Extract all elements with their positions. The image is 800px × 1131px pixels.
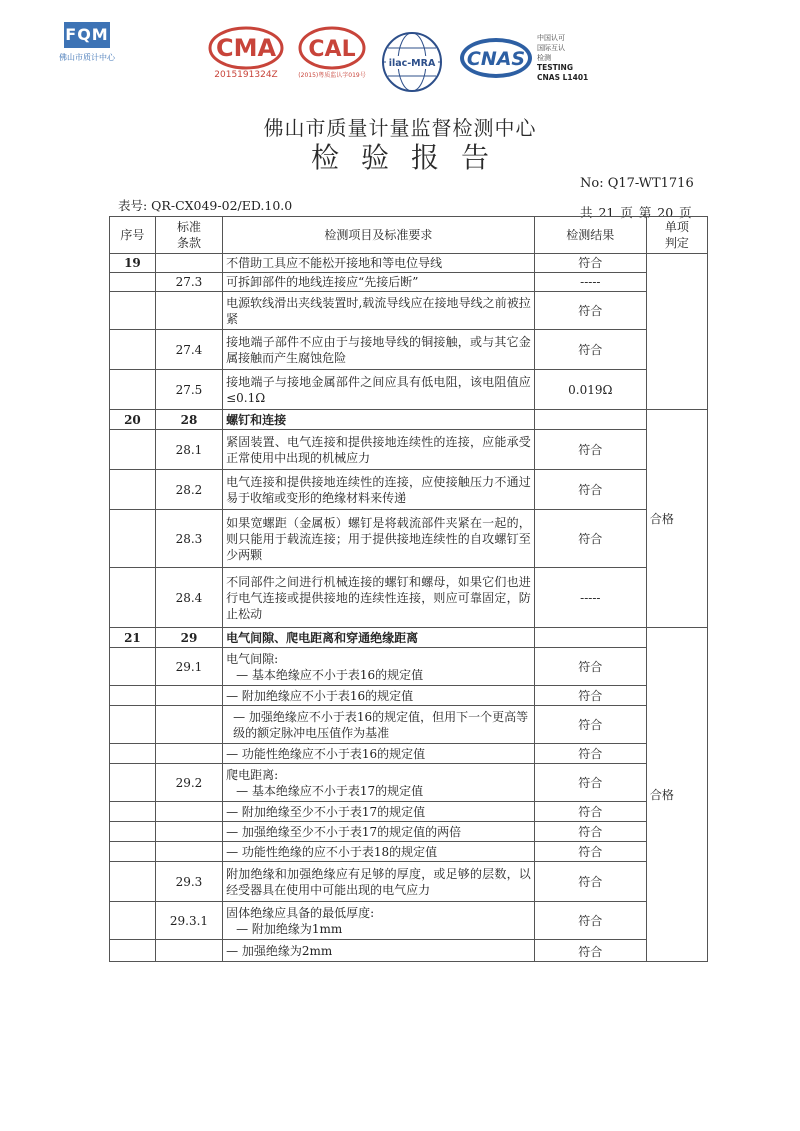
organization-name: 佛山市质量计量监督检测中心 bbox=[263, 116, 537, 140]
result-cell: 符合 bbox=[534, 292, 646, 330]
header-clause-2: 条款 bbox=[176, 236, 201, 250]
seq-cell bbox=[110, 744, 156, 764]
table-row bbox=[110, 273, 708, 292]
clause-cell: 28.1 bbox=[155, 430, 222, 470]
requirement-item: — 基本绝缘应不小于表17的规定值 bbox=[236, 783, 424, 798]
cnas-caption-2: 国际互认 bbox=[537, 44, 565, 52]
result-cell: 符合 bbox=[534, 902, 646, 940]
requirement-cell: 螺钉和连接 bbox=[223, 410, 535, 430]
requirement-title: 电气间隙: bbox=[226, 651, 279, 666]
report-number: No: Q17-WT1716 bbox=[580, 176, 694, 191]
requirement-item: — 基本绝缘应不小于表16的规定值 bbox=[236, 667, 424, 682]
ilac-text: ilac-MRA bbox=[388, 58, 436, 69]
clause-cell: 27.3 bbox=[155, 273, 222, 292]
ilac-mra-logo bbox=[380, 30, 444, 94]
clause-cell bbox=[155, 744, 222, 764]
table-row bbox=[110, 686, 708, 706]
header-requirement: 检测项目及标准要求 bbox=[223, 217, 535, 254]
requirement-cell: — 附加绝缘应不小于表16的规定值 bbox=[223, 686, 535, 706]
requirement-cell bbox=[223, 648, 535, 686]
table-row bbox=[110, 430, 708, 470]
result-cell: 符合 bbox=[534, 686, 646, 706]
table-row bbox=[110, 764, 708, 802]
seq-cell: 20 bbox=[110, 410, 156, 430]
result-cell: 符合 bbox=[534, 842, 646, 862]
cal-seal-icon bbox=[298, 26, 366, 70]
requirement-cell: — 功能性绝缘的应不小于表18的规定值 bbox=[223, 842, 535, 862]
requirement-cell: — 加强绝缘至少不小于表17的规定值的两倍 bbox=[223, 822, 535, 842]
clause-cell bbox=[155, 254, 222, 273]
table-row bbox=[110, 510, 708, 568]
seq-cell bbox=[110, 802, 156, 822]
report-title: 检验报告 bbox=[310, 141, 511, 174]
seq-cell bbox=[110, 764, 156, 802]
result-cell: 符合 bbox=[534, 706, 646, 744]
table-row bbox=[110, 410, 708, 430]
seq-cell bbox=[110, 330, 156, 370]
result-cell: 符合 bbox=[534, 764, 646, 802]
clause-cell: 27.5 bbox=[155, 370, 222, 410]
table-row bbox=[110, 648, 708, 686]
cnas-mark-icon bbox=[458, 36, 534, 80]
result-cell: 0.019Ω bbox=[534, 370, 646, 410]
result-cell bbox=[534, 410, 646, 430]
result-cell bbox=[534, 628, 646, 648]
cma-seal bbox=[208, 26, 284, 80]
requirement-cell bbox=[223, 764, 535, 802]
cnas-caption-4: TESTING bbox=[537, 63, 573, 72]
clause-cell: 29.3.1 bbox=[155, 902, 222, 940]
clause-cell: 29.2 bbox=[155, 764, 222, 802]
requirement-cell bbox=[223, 902, 535, 940]
result-cell: ----- bbox=[534, 568, 646, 628]
seq-cell bbox=[110, 902, 156, 940]
seq-cell bbox=[110, 430, 156, 470]
cnas-caption bbox=[537, 33, 588, 83]
clause-cell: 27.4 bbox=[155, 330, 222, 370]
cal-seal bbox=[298, 26, 366, 79]
table-row bbox=[110, 370, 708, 410]
table-row bbox=[110, 802, 708, 822]
clause-cell: 29 bbox=[155, 628, 222, 648]
table-header-row bbox=[110, 217, 708, 254]
cal-seal-text: CAL bbox=[308, 37, 356, 62]
requirement-title: 爬电距离: bbox=[226, 767, 279, 782]
cnas-caption-1: 中国认可 bbox=[537, 34, 565, 42]
table-row bbox=[110, 470, 708, 510]
result-cell: 符合 bbox=[534, 254, 646, 273]
cnas-caption-5: CNAS L1401 bbox=[537, 73, 589, 82]
cma-number: 2015191324Z bbox=[214, 70, 278, 80]
table-row bbox=[110, 568, 708, 628]
header-result: 检测结果 bbox=[534, 217, 646, 254]
fqm-logo-mark: FQM bbox=[64, 22, 110, 48]
requirement-cell: — 附加绝缘至少不小于表17的规定值 bbox=[223, 802, 535, 822]
cnas-caption-3: 检测 bbox=[537, 54, 551, 62]
judgment-cell bbox=[646, 254, 707, 410]
fqm-logo bbox=[56, 22, 118, 63]
seq-cell bbox=[110, 706, 156, 744]
clause-cell bbox=[155, 940, 222, 962]
requirement-title: 固体绝缘应具备的最低厚度: bbox=[226, 905, 375, 920]
seq-cell bbox=[110, 470, 156, 510]
requirement-cell: 电源软线滑出夹线装置时,载流导线应在接地导线之前被拉紧 bbox=[223, 292, 535, 330]
cal-number: (2015)粤质监认字019号 bbox=[298, 72, 366, 79]
result-cell: ----- bbox=[534, 273, 646, 292]
requirement-cell: — 功能性绝缘应不小于表16的规定值 bbox=[223, 744, 535, 764]
seq-cell bbox=[110, 648, 156, 686]
seq-cell: 21 bbox=[110, 628, 156, 648]
result-cell: 符合 bbox=[534, 470, 646, 510]
requirement-item: — 附加绝缘为1mm bbox=[236, 921, 343, 936]
result-cell: 符合 bbox=[534, 744, 646, 764]
header-judgment bbox=[646, 217, 707, 254]
ilac-globe-icon bbox=[380, 30, 444, 94]
seq-cell bbox=[110, 822, 156, 842]
result-cell: 符合 bbox=[534, 822, 646, 842]
requirement-cell: — 加强绝缘应不小于表16的规定值，但用下一个更高等级的额定脉冲电压值作为基准 bbox=[223, 706, 535, 744]
table-row bbox=[110, 822, 708, 842]
page-count: 共 21 页 第 20 页 bbox=[580, 205, 692, 220]
header-judgment-1: 单项 bbox=[664, 220, 689, 234]
judgment-cell: 合格 bbox=[646, 410, 707, 628]
cma-seal-icon bbox=[208, 26, 284, 70]
inspection-table bbox=[109, 216, 708, 962]
result-cell: 符合 bbox=[534, 510, 646, 568]
seq-cell bbox=[110, 370, 156, 410]
clause-cell bbox=[155, 686, 222, 706]
table-row bbox=[110, 744, 708, 764]
cnas-text: CNAS bbox=[466, 48, 526, 70]
seq-cell bbox=[110, 842, 156, 862]
result-cell: 符合 bbox=[534, 862, 646, 902]
fqm-caption: 佛山市质计中心 bbox=[59, 53, 115, 62]
clause-cell bbox=[155, 706, 222, 744]
requirement-cell: 不借助工具应不能松开接地和等电位导线 bbox=[223, 254, 535, 273]
result-cell: 符合 bbox=[534, 940, 646, 962]
result-cell: 符合 bbox=[534, 802, 646, 822]
requirement-cell: 电气连接和提供接地连续性的连接，应使接触压力不通过易于收缩或变形的绝缘材料来传递 bbox=[223, 470, 535, 510]
requirement-cell: 如果宽螺距（金属板）螺钉是将载流部件夹紧在一起的，则只能用于载流连接；用于提供接地连续性的自攻螺钉至少两颗 bbox=[223, 510, 535, 568]
clause-cell bbox=[155, 842, 222, 862]
requirement-cell: — 加强绝缘为2mm bbox=[223, 940, 535, 962]
table-row bbox=[110, 628, 708, 648]
header-clause-1: 标准 bbox=[176, 220, 201, 234]
requirement-cell: 电气间隙、爬电距离和穿通绝缘距离 bbox=[223, 628, 535, 648]
result-cell: 符合 bbox=[534, 330, 646, 370]
clause-cell: 28.4 bbox=[155, 568, 222, 628]
seq-cell: 19 bbox=[110, 254, 156, 273]
table-row bbox=[110, 330, 708, 370]
clause-cell: 29.1 bbox=[155, 648, 222, 686]
requirement-cell: 不同部件之间进行机械连接的螺钉和螺母，如果它们也进行电气连接或提供接地的连续性连接，则应可靠固定，防止松动 bbox=[223, 568, 535, 628]
seq-cell bbox=[110, 292, 156, 330]
judgment-cell: 合格 bbox=[646, 628, 707, 962]
cma-seal-text: CMA bbox=[215, 34, 277, 62]
seq-cell bbox=[110, 686, 156, 706]
table-row bbox=[110, 706, 708, 744]
seq-cell bbox=[110, 862, 156, 902]
requirement-cell: 可拆卸部件的地线连接应“先接后断” bbox=[223, 273, 535, 292]
clause-cell: 28.3 bbox=[155, 510, 222, 568]
clause-cell: 28.2 bbox=[155, 470, 222, 510]
table-row bbox=[110, 254, 708, 273]
cnas-logo bbox=[458, 36, 534, 80]
seq-cell bbox=[110, 940, 156, 962]
requirement-cell: 接地端子与接地金属部件之间应具有低电阻，该电阻值应≤0.1Ω bbox=[223, 370, 535, 410]
table-row bbox=[110, 902, 708, 940]
header-seq: 序号 bbox=[110, 217, 156, 254]
requirement-cell: 附加绝缘和加强绝缘应有足够的厚度，或足够的层数，以经受器具在使用中可能出现的电气应力 bbox=[223, 862, 535, 902]
form-number: 表号: QR-CX049-02/ED.10.0 bbox=[118, 198, 293, 213]
result-cell: 符合 bbox=[534, 648, 646, 686]
header-judgment-2: 判定 bbox=[664, 236, 689, 250]
clause-cell bbox=[155, 822, 222, 842]
seq-cell bbox=[110, 510, 156, 568]
table-row bbox=[110, 940, 708, 962]
clause-cell bbox=[155, 292, 222, 330]
table-row bbox=[110, 862, 708, 902]
clause-cell bbox=[155, 802, 222, 822]
requirement-cell: 接地端子部件不应由于与接地导线的铜接触，或与其它金属接触而产生腐蚀危险 bbox=[223, 330, 535, 370]
clause-cell: 28 bbox=[155, 410, 222, 430]
header-clause bbox=[155, 217, 222, 254]
seq-cell bbox=[110, 273, 156, 292]
result-cell: 符合 bbox=[534, 430, 646, 470]
seq-cell bbox=[110, 568, 156, 628]
requirement-cell: 紧固装置、电气连接和提供接地连续性的连接，应能承受正常使用中出现的机械应力 bbox=[223, 430, 535, 470]
table-row bbox=[110, 842, 708, 862]
table-row bbox=[110, 292, 708, 330]
clause-cell: 29.3 bbox=[155, 862, 222, 902]
